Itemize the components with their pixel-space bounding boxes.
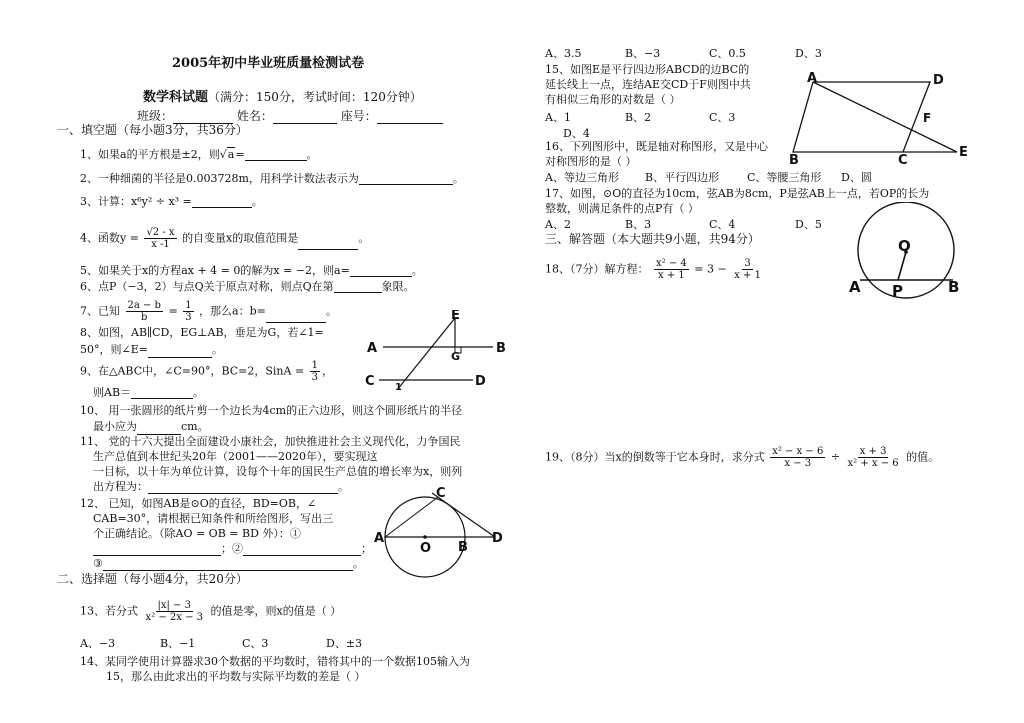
name-label: 姓名：	[236, 109, 273, 123]
option-a[interactable]: A、等边三角形	[545, 171, 619, 184]
figure-q15-parallelogram	[785, 70, 975, 165]
option-b[interactable]: B、−1	[160, 637, 196, 650]
label-c: C	[365, 374, 375, 389]
q5-answer-blank[interactable]	[350, 265, 412, 277]
label-a: A	[849, 278, 861, 296]
label-o: O	[898, 237, 911, 255]
question-15: 15、如图E是平行四边形ABCD的边BC的 延长线上一点，连结AE交CD于F则图中共 有相似三角形的对数是（ ）	[545, 63, 751, 106]
label-d: D	[933, 73, 944, 88]
q7-answer-blank[interactable]	[266, 311, 326, 323]
label-p: P	[892, 282, 903, 300]
figure-q17-circle-chord	[848, 202, 968, 302]
figure-q8-parallel-lines	[365, 310, 515, 390]
q6-answer-blank[interactable]	[334, 281, 382, 293]
label-a: A	[367, 341, 378, 356]
student-info-line	[137, 107, 443, 124]
q11-answer-blank[interactable]	[148, 482, 338, 494]
question-4: 4、函数y = $\frac{√2 - x}{x -1}$ 的自变量x的取值范围是 。	[80, 227, 370, 250]
subject-line	[143, 86, 422, 105]
label-d: D	[492, 531, 503, 546]
label-e: E	[959, 145, 968, 160]
question-9-answer: 则AB＝ 。	[93, 386, 205, 399]
option-d[interactable]: D、3	[795, 47, 822, 60]
class-label: 班级：	[137, 109, 174, 123]
subject-note: （满分：150分，考试时间：120分钟）	[208, 90, 422, 104]
option-d[interactable]: D、圆	[841, 171, 872, 184]
q12-answer-blank-2[interactable]	[243, 544, 361, 556]
question-13: 13、若分式 $\frac{|x| - 3}{\text{x² − 2x − 3}}$ 的值是零，则x的值是（ ）	[80, 600, 342, 623]
question-18: 18、（7分）解方程： $\frac{\text{x² − 4}}{x + 1}$ = 3 − $\frac{3}{x + 1}$	[545, 258, 761, 281]
question-19: 19、（8分）当x的倒数等于它本身时，求分式 $\frac{\text{x² − x − 6}}{x - 3}$ ÷ $\frac{x + 3}{\text{x² + x − 6}}$ 的值。	[545, 446, 940, 469]
q12-answer-blank-1[interactable]	[93, 544, 221, 556]
option-a[interactable]: A、−3	[80, 637, 116, 650]
label-g: G	[451, 350, 461, 363]
option-b[interactable]: B、−3	[625, 47, 661, 60]
option-c[interactable]: C、0.5	[709, 47, 746, 60]
label-o: O	[420, 541, 432, 556]
option-b[interactable]: B、3	[625, 218, 652, 231]
section3-heading: 三、解答题（本大题共9小题，共94分）	[545, 232, 760, 246]
q3-answer-blank[interactable]	[192, 196, 252, 208]
question-2: 2、一种细菌的半径是0.003728m，用科学计数法表示为 。	[80, 172, 464, 185]
option-c[interactable]: C、等腰三角形	[747, 171, 822, 184]
question-16: 16、下列图形中，既是轴对称图形，又是中心 对称图形的是（ ）	[545, 140, 768, 168]
question-1: 1、如果a的平方根是±2，则√a= 。	[80, 148, 318, 161]
question-17: 17、如图，⊙O的直径为10cm，弦AB为8cm，P是弦AB上一点，若OP的长为 整数，则满足条件的点P有（ ）	[545, 187, 930, 215]
option-b[interactable]: B、2	[625, 111, 652, 124]
q12-answer-blank-3[interactable]	[103, 559, 353, 571]
section2-heading: 二、选择题（每小题4分，共20分）	[57, 572, 248, 586]
label-angle-1: 1	[395, 382, 402, 390]
question-11: 11、 党的十六大提出全面建设小康社会，加快推进社会主义现代化，力争国民 生产总值到本世纪头20年（2001——2020年），要实现这 一目标，以十年为单位计算，设每个十年的国民生产总值的增长率为x，则列 出方程为： 。	[80, 435, 463, 493]
label-b: B	[458, 540, 468, 555]
question-13-options	[80, 637, 362, 650]
exam-title: 2005年初中毕业班质量检测试卷	[172, 56, 365, 71]
question-14-options	[545, 47, 822, 60]
seat-label: 座号：	[340, 109, 377, 123]
question-10: 10、 用一张圆形的纸片剪一个边长为4cm的正六边形，则这个圆形纸片的半径 最小应为 cm。	[80, 404, 463, 433]
q4-answer-blank[interactable]	[298, 238, 358, 250]
label-e: E	[451, 310, 460, 323]
option-c[interactable]: C、3	[242, 637, 269, 650]
label-c: C	[436, 486, 446, 501]
label-d: D	[475, 374, 486, 389]
q9-answer-blank[interactable]	[131, 387, 193, 399]
option-c[interactable]: C、3	[709, 111, 736, 124]
option-a[interactable]: A、3.5	[545, 47, 582, 60]
option-d[interactable]: D、4	[563, 127, 590, 140]
question-5: 5、如果关于x的方程ax + 4 = 0的解为x = −2，则a= 。	[80, 264, 423, 277]
label-f: F	[923, 111, 932, 125]
label-b: B	[496, 341, 506, 356]
question-14: 14、某同学使用计算器求30个数据的平均数时，错将其中的一个数据105输入为 15，那么由此求出的平均数与实际平均数的差是（ ）	[80, 655, 470, 683]
question-3: 3、计算：x⁶y² ÷ x³ = 。	[80, 195, 263, 208]
label-c: C	[898, 153, 908, 165]
option-a[interactable]: A、2	[545, 218, 571, 231]
question-7: 7、已知 $\frac{2a - b}{b}$ = $\frac{1}{3}$ ，那么a：b= 。	[80, 300, 337, 323]
q1-answer-blank[interactable]	[245, 149, 307, 161]
section1-heading: 一、填空题（每小题3分，共36分）	[57, 123, 248, 137]
figure-q12-circle	[370, 485, 510, 580]
label-b: B	[948, 278, 960, 296]
question-8: 8、如图，AB∥CD，EG⊥AB，垂足为G，若∠1= 50°，则∠E= 。	[80, 326, 324, 356]
question-12: 12、 已知，如图AB是⊙O的直径，BD=OB，∠ CAB=30°，请根据已知条件和所给图形，写出三 个正确结论。（除AO = OB = BD 外）：① ；② ； ③ 。	[80, 497, 372, 570]
seat-blank[interactable]	[377, 112, 443, 124]
label-a: A	[374, 531, 385, 546]
option-b[interactable]: B、平行四边形	[645, 171, 720, 184]
option-d[interactable]: D、5	[795, 218, 822, 231]
question-6: 6、点P（−3，2）与点Q关于原点对称，则点Q在第 象限。	[80, 280, 415, 293]
label-a: A	[807, 71, 818, 86]
name-blank[interactable]	[273, 112, 337, 124]
question-17-options	[545, 218, 822, 231]
question-9: 9、在△ABC中，∠C=90°，BC=2，SinA = $\frac{1}{3}$ ，	[80, 360, 334, 383]
option-a[interactable]: A、1	[545, 111, 571, 124]
subject-title: 数学科试题	[143, 90, 209, 105]
question-16-options	[545, 171, 872, 184]
question-15-options	[545, 110, 735, 142]
q2-answer-blank[interactable]	[359, 173, 453, 185]
label-b: B	[789, 153, 799, 165]
option-d[interactable]: D、±3	[326, 637, 363, 650]
option-c[interactable]: C、4	[709, 218, 736, 231]
q8-answer-blank[interactable]	[148, 346, 212, 358]
